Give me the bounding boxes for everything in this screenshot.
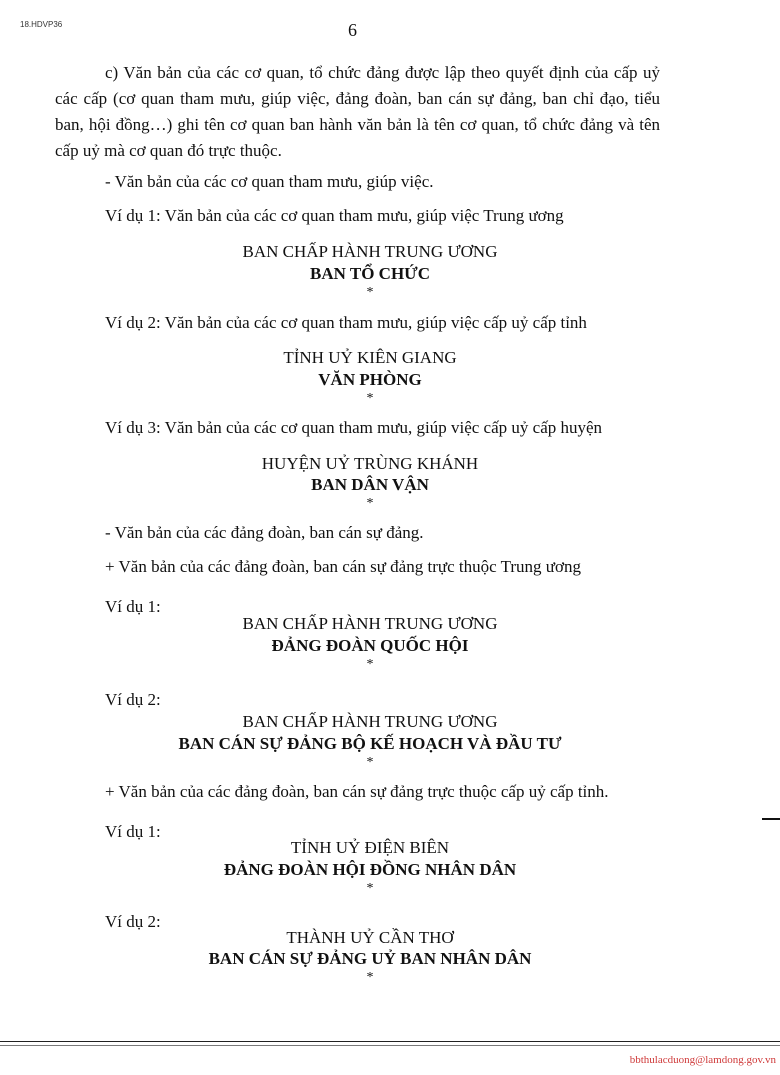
header-star: * <box>366 755 374 770</box>
text-line: - Văn bản của các cơ quan tham mưu, giúp việc. <box>105 172 434 191</box>
text-line: + Văn bản của các đảng đoàn, ban cán sự đảng trực thuộc Trung ương <box>105 557 581 576</box>
header-agency: TỈNH UỶ KIÊN GIANG <box>283 348 457 367</box>
text-line: Ví dụ 2: <box>105 690 161 709</box>
page-number: 6 <box>348 20 357 40</box>
header-unit: VĂN PHÒNG <box>318 370 422 389</box>
header-unit: ĐẢNG ĐOÀN QUỐC HỘI <box>271 636 469 655</box>
header-agency: BAN CHẤP HÀNH TRUNG ƯƠNG <box>242 614 498 633</box>
text-line: - Văn bản của các đảng đoàn, ban cán sự đảng. <box>105 523 424 542</box>
text-line: Ví dụ 2: <box>105 912 161 931</box>
text-line: + Văn bản của các đảng đoàn, ban cán sự đảng trực thuộc cấp uỷ cấp tỉnh. <box>105 782 609 801</box>
header-unit: BAN DÂN VẬN <box>311 475 429 494</box>
header-unit: ĐẢNG ĐOÀN HỘI ĐỒNG NHÂN DÂN <box>223 860 517 879</box>
header-agency: BAN CHẤP HÀNH TRUNG ƯƠNG <box>242 242 498 261</box>
header-star: * <box>366 970 374 985</box>
header-agency: TỈNH UỶ ĐIỆN BIÊN <box>290 838 450 857</box>
footer-rule <box>0 1041 780 1042</box>
header-unit: BAN CÁN SỰ ĐẢNG UỶ BAN NHÂN DÂN <box>208 949 532 968</box>
header-star: * <box>366 391 374 406</box>
email-watermark: bbthulacduong@lamdong.gov.vn <box>629 1054 776 1066</box>
text-line: Ví dụ 1: <box>105 597 161 616</box>
header-unit: BAN TỔ CHỨC <box>310 264 430 283</box>
document-code: 18.HDVP36 <box>20 20 63 29</box>
header-star: * <box>366 496 374 511</box>
header-star: * <box>366 657 374 672</box>
header-star: * <box>366 285 374 300</box>
text-line: Ví dụ 2: Văn bản của các cơ quan tham mưu, giúp việc cấp uỷ cấp tỉnh <box>105 313 587 332</box>
header-unit: BAN CÁN SỰ ĐẢNG BỘ KẾ HOẠCH VÀ ĐẦU TƯ <box>178 734 562 753</box>
header-star: * <box>366 881 374 896</box>
footer-rule <box>0 1045 780 1046</box>
text-line: Ví dụ 1: Văn bản của các cơ quan tham mưu, giúp việc Trung ương <box>105 206 564 225</box>
header-agency: HUYỆN UỶ TRÙNG KHÁNH <box>261 454 479 473</box>
header-agency: THÀNH UỶ CẦN THƠ <box>286 928 454 947</box>
intro-paragraph-text: c) Văn bản của các cơ quan, tổ chức đảng được lập theo quyết định của cấp uỷ các cấp (cơ quan tham mưu, giúp việc, đảng đoàn, ban cán sự đảng, ban chỉ đạo, tiểu ban, hội đồng…) ghi tên cơ quan ban hành văn bản là tên cơ quan, tổ chức đảng và tên cấp uỷ mà cơ quan đó trực thuộc. <box>55 63 660 160</box>
header-agency: BAN CHẤP HÀNH TRUNG ƯƠNG <box>242 712 498 731</box>
intro-paragraph <box>55 60 660 164</box>
text-line: Ví dụ 1: <box>105 822 161 841</box>
text-line: Ví dụ 3: Văn bản của các cơ quan tham mưu, giúp việc cấp uỷ cấp huyện <box>105 418 603 437</box>
margin-mark <box>762 818 780 820</box>
